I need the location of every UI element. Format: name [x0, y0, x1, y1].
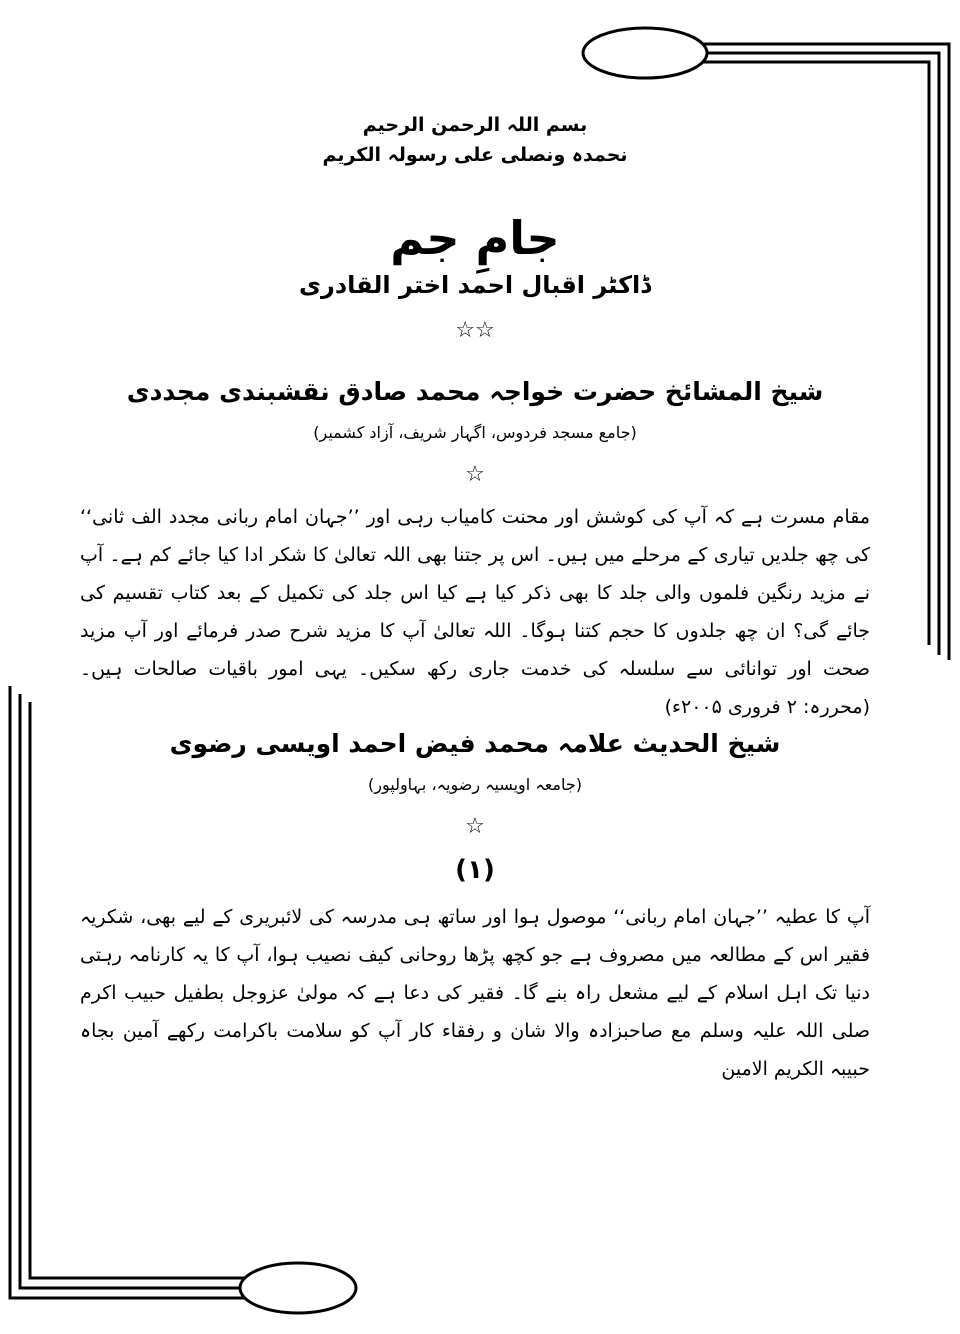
star-separator-2: ☆: [465, 814, 485, 839]
letter2-institution: (جامعہ اویسیہ رضویہ، بہاولپور): [368, 775, 582, 794]
salutation-line: نحمدہ ونصلی علی رسولہ الکریم: [322, 144, 628, 166]
star-separator-1: ☆: [465, 462, 485, 487]
letter1-institution: (جامع مسجد فردوس، اگہار شریف، آزاد کشمیر): [313, 423, 637, 442]
letter2-date: (محررہ: ۲ فروری ۲۰۰۵ء): [664, 696, 870, 718]
letter2-body: [80, 498, 870, 726]
book-title: جامِ جم: [390, 211, 560, 265]
oval-ornament-top: [583, 28, 707, 78]
double-star-separator: ☆☆: [455, 318, 495, 343]
author-name: ڈاکٹر اقبال احمد اختر القادری: [299, 271, 651, 299]
letter3-body: آپ کا عطیہ ’’جہان امام ربانی‘‘ موصول ہوا اور ساتھ ہی مدرسہ کی لائبریری کے لیے بھی، شکریہ فقیر اس کے مطالعہ میں مصروف ہے جو کچھ پڑھا روحانی کیف نصیب ہوا، آپ کا یہ کارنامہ رہتی دنیا تک اہل اسلام کے لیے مشعل راہ بنے گا۔ فقیر کی دعا ہے کہ مولیٰ عزوجل بطفیل حبیب اکرم صلی اللہ علیہ وسلم مع صاحبزادہ والا شان و رفقاء کار آپ کو سلامت باکرامت رکھے آمین بجاہ حبیبہ الکریم الامین: [80, 906, 870, 1080]
oval-ornament-bottom: [240, 1263, 356, 1313]
bismillah-line: بسم اللہ الرحمن الرحیم: [362, 114, 588, 136]
letter2-sender: شیخ الحدیث علامہ محمد فیض احمد اویسی رضوی: [169, 729, 781, 758]
page-content: [80, 110, 870, 1088]
letter2-body-text: مقام مسرت ہے کہ آپ کی کوشش اور محنت کامیاب رہی اور ’’جہان امام ربانی مجدد الف ثانی‘‘ کی چھ جلدیں تیاری کے مرحلے میں ہیں۔ اس پر جتنا بھی اللہ تعالیٰ کا شکر ادا کیا جائے کم ہے۔ آپ نے مزید رنگین فلموں والی جلد کا بھی ذکر کیا ہے کیا اس جلد کی تکمیل کے بعد کتاب تقسیم کی جائے گی؟ ان چھ جلدوں کا حجم کتنا ہوگا۔ اللہ تعالیٰ آپ کا مزید شرح صدر فرمائے اور آپ مزید صحت اور توانائی سے سلسلہ کی خدمت جاری رکھ سکیں۔ یہی امور باقیات صالحات ہیں۔: [80, 506, 870, 680]
letter1-sender: شیخ المشائخ حضرت خواجہ محمد صادق نقشبندی مجددی: [126, 377, 824, 406]
letter3-number: (۱): [455, 855, 495, 885]
